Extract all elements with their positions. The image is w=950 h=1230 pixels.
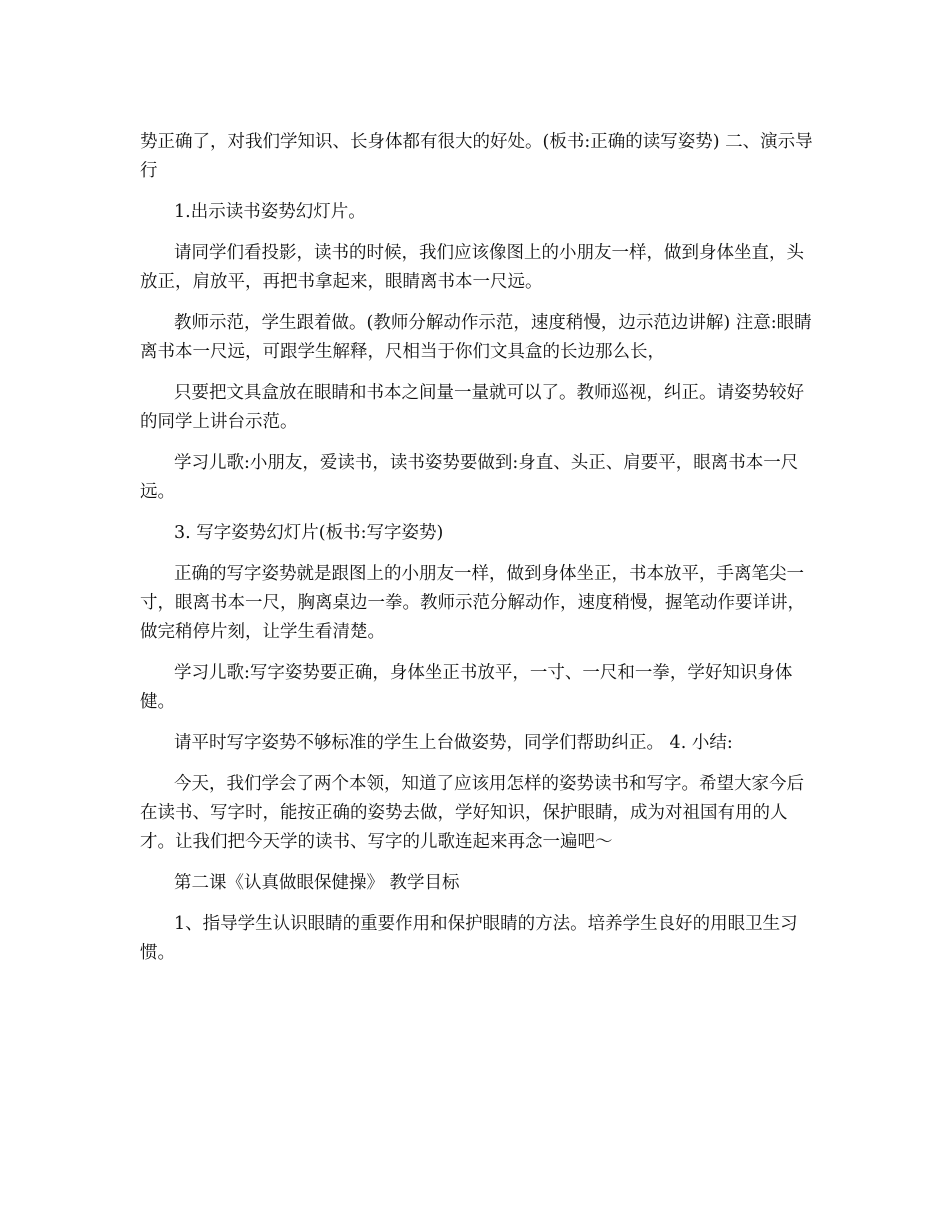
paragraph-objective-1: 1、指导学生认识眼睛的重要作用和保护眼睛的方法。培养学生良好的用眼卫生习惯。 bbox=[140, 914, 798, 963]
paragraph-step-1: 1.出示读书姿势幻灯片。 bbox=[174, 202, 366, 222]
paragraph-reading-instruction: 请同学们看投影，读书的时候，我们应该像图上的小朋友一样，做到身体坐直，头放正，肩放平，再把书拿起来，眼睛离书本一尺远。 bbox=[140, 243, 804, 292]
document-body bbox=[140, 128, 820, 980]
paragraph-writing-posture: 正确的写字姿势就是跟图上的小朋友一样，做到身体坐正，书本放平，手离笔尖一寸，眼离书本一尺，胸离桌边一拳。教师示范分解动作，速度稍慢，握笔动作要详讲，做完稍停片刻，让学生看清楚。 bbox=[140, 564, 805, 642]
paragraph-continuation: 势正确了，对我们学知识、长身体都有很大的好处。(板书:正确的读写姿势) 二、演示导行 bbox=[140, 132, 813, 181]
paragraph-pencil-box: 只要把文具盒放在眼睛和书本之间量一量就可以了。教师巡视，纠正。请姿势较好的同学上讲台示范。 bbox=[140, 383, 804, 432]
paragraph-reading-rhyme: 学习儿歌:小朋友，爱读书，读书姿势要做到:身直、头正、肩要平，眼离书本一尺远。 bbox=[140, 453, 799, 502]
paragraph-conclusion: 今天，我们学会了两个本领，知道了应该用怎样的姿势读书和写字。希望大家今后在读书、写字时，能按正确的姿势去做，学好知识，保护眼睛，成为对祖国有用的人才。让我们把今天学的读书、写字的儿歌连起来再念一遍吧～ bbox=[140, 774, 804, 852]
paragraph-correction-summary: 请平时写字姿势不够标准的学生上台做姿势，同学们帮助纠正。 4. 小结: bbox=[174, 733, 733, 753]
paragraph-lesson-two-heading: 第二课《认真做眼保健操》 教学目标 bbox=[174, 873, 460, 893]
paragraph-step-3: 3. 写字姿势幻灯片(板书:写字姿势) bbox=[174, 523, 444, 543]
paragraph-writing-rhyme: 学习儿歌:写字姿势要正确，身体坐正书放平，一寸、一尺和一拳，学好知识身体健。 bbox=[140, 663, 793, 712]
paragraph-teacher-demo: 教师示范，学生跟着做。(教师分解动作示范，速度稍慢，边示范边讲解) 注意:眼睛离书本一尺远，可跟学生解释，尺相当于你们文具盒的长边那么长， bbox=[140, 313, 812, 362]
